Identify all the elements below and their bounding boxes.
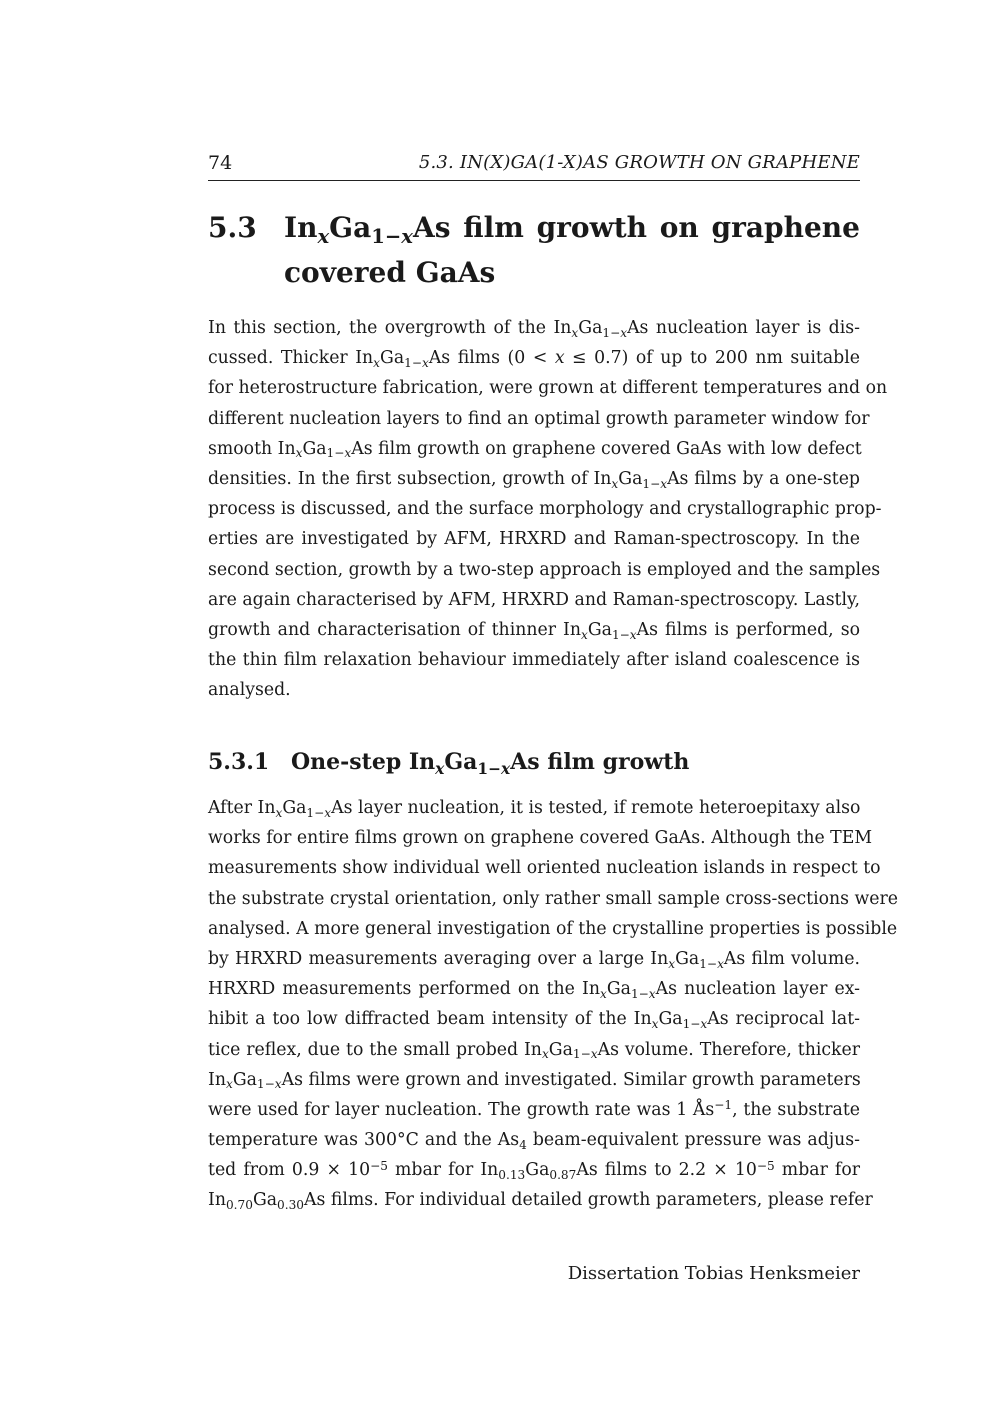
text-line: are again characterised by AFM, HRXRD and Raman-spectroscopy. Lastly, <box>208 589 860 610</box>
text-line: different nucleation layers to find an optimal growth parameter window for <box>208 408 870 429</box>
section-title-word: growth <box>536 211 647 244</box>
text-line: smooth $In_xGa_{1-x}As$ film growth on graphene covered GaAs with low defect <box>208 438 862 461</box>
text-line: ted from $0.9 \times 10^{-5}$ mbar for $In_{0.13}Ga_{0.87}As$ films to $2.2 \times 10^{-5}$ mbar for <box>208 1158 860 1182</box>
body-paragraph <box>208 793 899 1216</box>
section-title-word: $In_xGa_{1-x}As$ <box>284 211 451 248</box>
text-line: the substrate crystal orientation, only rather small sample cross-sections were <box>208 888 899 909</box>
section-title-word: graphene <box>711 211 860 244</box>
text-line: tice reflex, due to the small probed $In_xGa_{1-x}As$ volume. Therefore, thicker <box>208 1039 860 1062</box>
text-line: hibit a too low diffracted beam intensity of the $In_xGa_{1-x}As$ reciprocal lat- <box>208 1009 860 1031</box>
footer-author: Dissertation Tobias Henksmeier <box>567 1263 860 1284</box>
section-title-word: film <box>463 211 524 244</box>
text-line: analysed. <box>208 680 291 701</box>
text-line: HRXRD measurements performed on the $In_xGa_{1-x}As$ nucleation layer ex- <box>208 979 860 1001</box>
subsection-title: One-step $In_xGa_{1-x}As$ film growth <box>291 749 690 778</box>
text-line: After $In_xGa_{1-x}As$ layer nucleation, it is tested, if remote heteroepitaxy also <box>208 798 861 820</box>
section-title-line2: covered GaAs <box>284 256 496 289</box>
running-title: 5.3. IN(X)GA(1-X)AS GROWTH ON GRAPHENE <box>418 152 860 173</box>
intro-paragraph <box>208 313 888 705</box>
text-line: process is discussed, and the surface morphology and crystallographic prop- <box>208 499 882 520</box>
running-header <box>208 150 860 181</box>
text-line: erties are investigated by AFM, HRXRD and Raman-spectroscopy. In the <box>208 529 860 550</box>
text-line: temperature was 300°C and the $As_4$ beam-equivalent pressure was adjus- <box>208 1130 860 1152</box>
text-line: $In_xGa_{1-x}As$ films were grown and investigated. Similar growth parameters <box>208 1069 861 1092</box>
text-line: In this section, the overgrowth of the $In_xGa_{1-x}As$ nucleation layer is dis- <box>208 318 860 340</box>
section-title <box>284 205 860 251</box>
text-line: growth and characterisation of thinner $In_xGa_{1-x}As$ films is performed, so <box>208 619 860 642</box>
page-number: 74 <box>208 152 233 174</box>
section-number: 5.3 <box>208 211 257 244</box>
text-line: by HRXRD measurements averaging over a large $In_xGa_{1-x}As$ film volume. <box>208 948 860 971</box>
text-line: the thin film relaxation behaviour immediately after island coalescence is <box>208 650 860 671</box>
text-line: densities. In the first subsection, growth of $In_xGa_{1-x}As$ films by a one-step <box>208 468 860 491</box>
text-line: were used for layer nucleation. The growth rate was 1 $Ås^{-1}$, the substrate <box>208 1098 860 1120</box>
text-line: analysed. A more general investigation of the crystalline properties is possible <box>208 918 898 939</box>
text-line: second section, growth by a two-step approach is employed and the samples <box>208 559 881 580</box>
text-line: works for entire films grown on graphene covered GaAs. Although the TEM <box>208 828 873 849</box>
text-line: measurements show individual well oriented nucleation islands in respect to <box>208 858 881 879</box>
text-line: for heterostructure fabrication, were grown at different temperatures and on <box>208 378 888 399</box>
text-line: $In_{0.70}Ga_{0.30}As$ films. For individual detailed growth parameters, please refer <box>208 1190 873 1213</box>
section-title-word: on <box>659 211 699 244</box>
subsection-number: 5.3.1 <box>208 749 270 775</box>
text-line: cussed. Thicker $In_xGa_{1-x}As$ films (0 < x ≤ 0.7) of up to 200 nm suitable <box>208 348 860 370</box>
